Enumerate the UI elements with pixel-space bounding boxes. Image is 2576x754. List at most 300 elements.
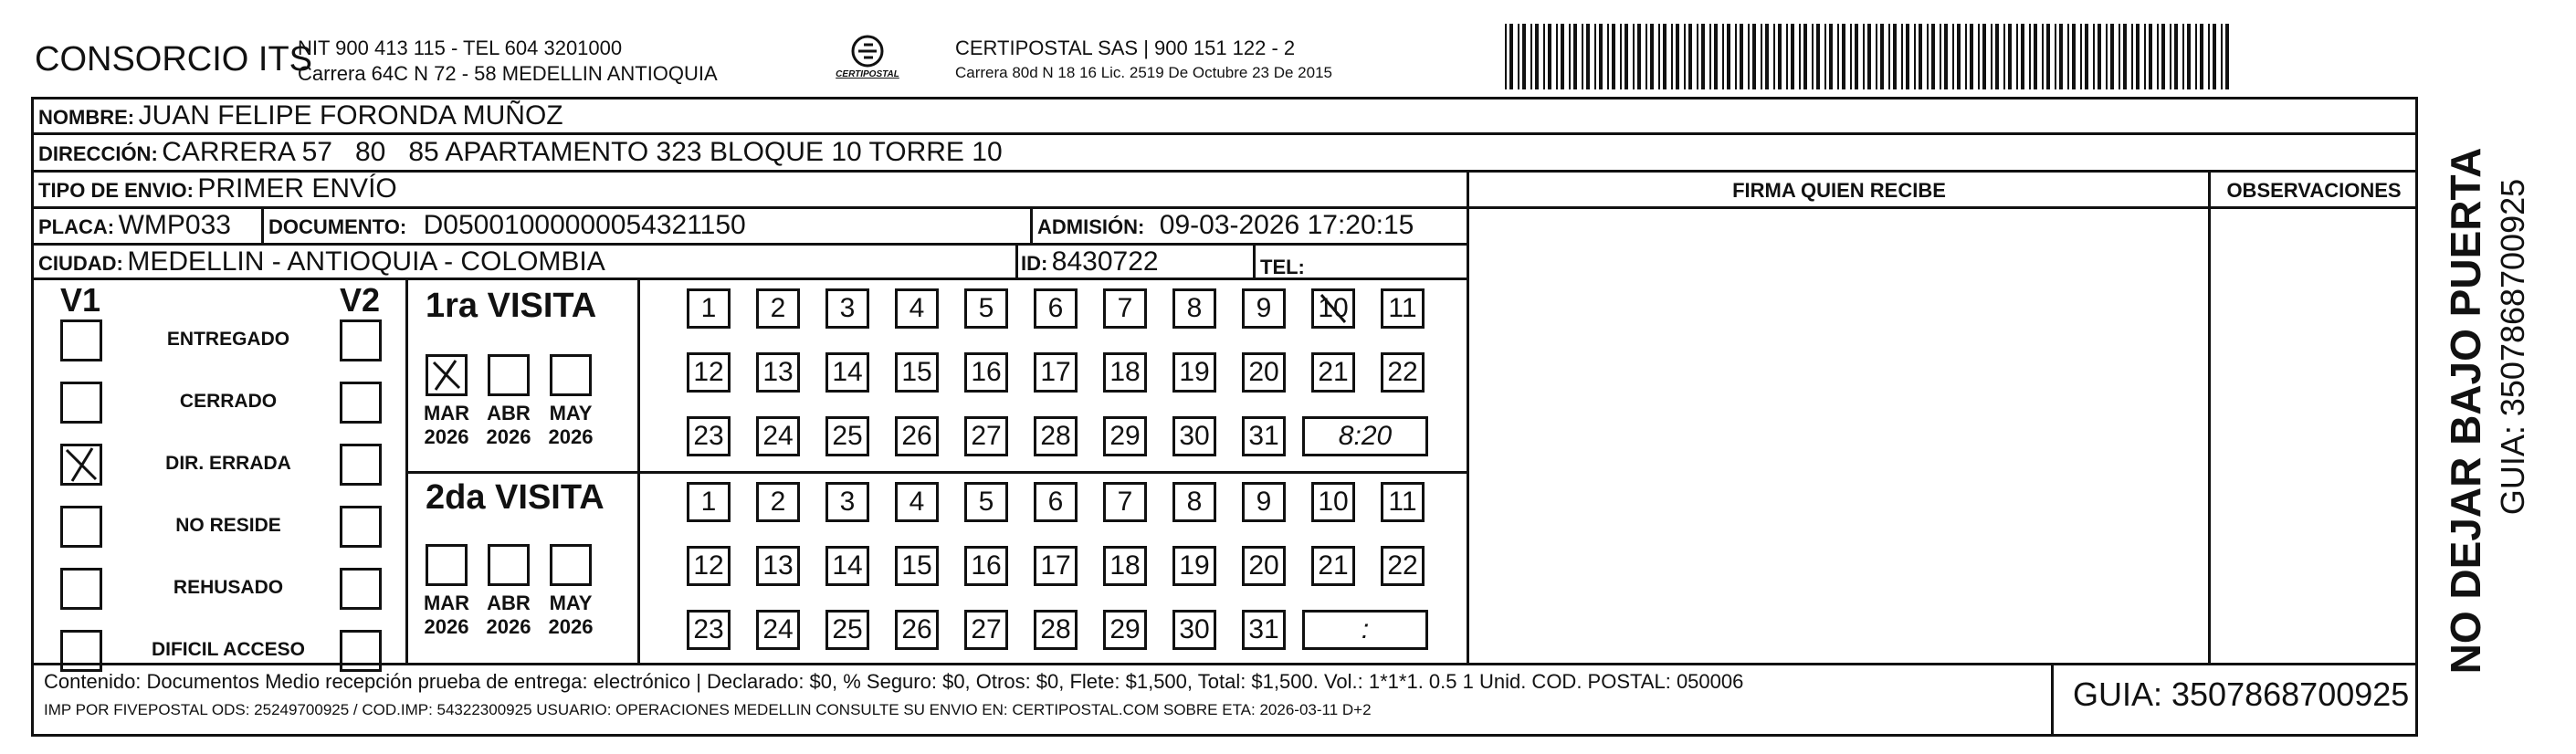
day-cell[interactable] — [1103, 610, 1147, 650]
footer-contents: Contenido: Documentos Medio recepción prueba de entrega: electrónico | Declarado: $0, % Seguro: $0, Otros: $0, Flete: $1,500, Total: $1,500. Vol.: 1*1*1. 0.5 1 Unid. COD. POSTAL: 050006 — [44, 670, 1744, 693]
barcode-bar — [1645, 24, 1647, 89]
time-box[interactable] — [1302, 610, 1428, 650]
day-cell[interactable] — [964, 288, 1008, 329]
day-cell[interactable] — [687, 352, 731, 393]
row-line-2 — [31, 170, 2418, 173]
day-number: 4 — [909, 293, 925, 323]
day-cell[interactable] — [1311, 352, 1355, 393]
day-cell[interactable] — [895, 610, 939, 650]
status-label: DIR. ERRADA — [165, 453, 291, 474]
day-number: 21 — [1318, 357, 1349, 387]
documento-row — [268, 210, 746, 241]
day-mark-icon — [1314, 291, 1352, 326]
barcode-bar — [2072, 24, 2076, 89]
carrier-name: CERTIPOSTAL SAS | 900 151 122 - 2 — [955, 37, 1296, 59]
barcode-bar — [1650, 24, 1654, 89]
barcode-bar — [1701, 24, 1705, 89]
barcode-bar — [2221, 24, 2223, 89]
day-cell[interactable] — [1172, 546, 1216, 586]
day-cell[interactable] — [1034, 288, 1078, 329]
footer-line — [31, 663, 2418, 665]
time-box[interactable] — [1302, 416, 1428, 456]
month-label — [543, 402, 598, 449]
barcode-bar — [1842, 24, 1845, 89]
month-name: MAR — [423, 402, 470, 424]
day-number: 1 — [700, 293, 717, 323]
company-address: Carrera 64C N 72 - 58 MEDELLIN ANTIOQUIA — [298, 62, 718, 85]
barcode-bar — [2055, 24, 2056, 89]
direccion-label: DIRECCIÓN: — [38, 142, 158, 165]
barcode-bar — [2123, 24, 2127, 89]
day-number: 29 — [1109, 421, 1141, 451]
frame-top — [31, 97, 2418, 99]
row-line-3 — [31, 206, 1468, 209]
day-cell[interactable] — [756, 288, 800, 329]
day-number: 26 — [901, 614, 932, 644]
ciudad-row — [38, 246, 605, 278]
status-divider — [405, 278, 408, 663]
day-number: 23 — [693, 614, 724, 644]
day-number: 3 — [839, 487, 856, 517]
day-cell[interactable] — [964, 546, 1008, 586]
day-number: 12 — [693, 550, 724, 581]
company-nit: NIT 900 413 115 - TEL 604 3201000 — [298, 37, 623, 59]
tipo-label: TIPO DE ENVIO: — [38, 179, 194, 202]
v2-checkbox[interactable] — [340, 568, 382, 610]
barcode-bar — [2200, 24, 2203, 89]
tipo-value: PRIMER ENVÍO — [197, 173, 397, 204]
day-cell[interactable] — [964, 482, 1008, 522]
day-number: 6 — [1047, 293, 1064, 323]
day-cell[interactable] — [1103, 416, 1147, 456]
month-label — [419, 592, 474, 639]
id-row — [1021, 246, 1159, 278]
barcode-bar — [2021, 24, 2024, 89]
day-cell[interactable] — [1311, 288, 1355, 329]
day-cell[interactable] — [756, 416, 800, 456]
barcode-bar — [1548, 24, 1551, 89]
status-label: REHUSADO — [173, 577, 284, 598]
day-number: 24 — [762, 614, 794, 644]
barcode-bar — [1535, 24, 1539, 89]
tel-label: TEL: — [1260, 256, 1305, 278]
barcode-bar — [1812, 24, 1814, 89]
day-number: 19 — [1179, 357, 1210, 387]
month-label — [543, 592, 598, 639]
day-number: 5 — [978, 487, 994, 517]
day-number: 20 — [1248, 357, 1279, 387]
month-year: 2026 — [424, 615, 469, 638]
barcode-bar — [2067, 24, 2069, 89]
v1-label: V1 — [60, 281, 101, 319]
day-cell[interactable] — [895, 352, 939, 393]
admision-value: 09-03-2026 17:20:15 — [1159, 210, 1414, 240]
time-value: 8:20 — [1338, 421, 1393, 451]
barcode-bar — [1773, 24, 1775, 89]
day-number: 7 — [1117, 487, 1133, 517]
day-cell[interactable] — [1034, 546, 1078, 586]
v1-checkbox[interactable] — [60, 630, 102, 672]
barcode-bar — [1761, 24, 1762, 89]
barcode-bar — [1837, 24, 1839, 89]
barcode-bar — [1663, 24, 1667, 89]
documento-value: D05001000000054321150 — [423, 210, 746, 240]
day-cell[interactable] — [1242, 288, 1286, 329]
day-number: 28 — [1040, 614, 1071, 644]
barcode-bar — [1880, 24, 1884, 89]
month-checkbox[interactable] — [550, 544, 592, 586]
month-checkbox[interactable] — [426, 544, 468, 586]
company-name: CONSORCIO ITS — [35, 40, 313, 79]
month-year: 2026 — [424, 425, 469, 448]
day-cell[interactable] — [1242, 610, 1286, 650]
day-cell[interactable] — [1034, 482, 1078, 522]
side-warning: NO DEJAR BAJO PUERTA — [2442, 147, 2489, 675]
carrier-logo-text: CERTIPOSTAL — [836, 69, 899, 79]
barcode-image — [1505, 24, 2235, 89]
day-cell[interactable] — [687, 288, 731, 329]
day-number: 22 — [1387, 357, 1418, 387]
admision-divider — [1030, 206, 1033, 243]
status-label: ENTREGADO — [166, 329, 290, 350]
barcode-bar — [1518, 24, 1519, 89]
barcode-bar — [1573, 24, 1577, 89]
barcode-bar — [2174, 24, 2178, 89]
day-number: 25 — [832, 421, 863, 451]
day-cell[interactable] — [1034, 610, 1078, 650]
v1-checkbox[interactable] — [60, 319, 102, 361]
barcode-bar — [1940, 24, 1941, 89]
day-number: 1 — [700, 487, 717, 517]
barcode-bar — [2213, 24, 2216, 89]
barcode-bar — [2119, 24, 2120, 89]
day-cell[interactable] — [825, 546, 869, 586]
month-checkbox[interactable] — [550, 354, 592, 396]
day-cell[interactable] — [1172, 482, 1216, 522]
barcode-bar — [1505, 24, 1507, 89]
barcode-bar — [1735, 24, 1737, 89]
barcode-bar — [1727, 24, 1730, 89]
barcode-bar — [2225, 24, 2229, 89]
barcode-bar — [1991, 24, 1992, 89]
day-cell[interactable] — [1381, 352, 1425, 393]
v2-checkbox[interactable] — [340, 319, 382, 361]
day-number: 14 — [832, 357, 863, 387]
first-visit-title: 1ra VISITA — [426, 287, 597, 325]
day-number: 17 — [1040, 550, 1071, 581]
day-number: 13 — [762, 550, 794, 581]
direccion-value: CARRERA 57 80 85 APARTAMENTO 323 BLOQUE 10 TORRE 10 — [162, 137, 1003, 167]
month-checkbox[interactable] — [426, 354, 468, 396]
barcode-bar — [2195, 24, 2197, 89]
tipo-row — [38, 173, 397, 204]
ciudad-label: CIUDAD: — [38, 252, 123, 275]
barcode-bar — [2085, 24, 2088, 89]
barcode-bar — [1637, 24, 1641, 89]
barcode-bar — [1893, 24, 1897, 89]
barcode-bar — [1799, 24, 1801, 89]
barcode-bar — [1850, 24, 1852, 89]
barcode-bar — [1509, 24, 1513, 89]
firma-header-line — [1468, 206, 2201, 209]
day-cell[interactable] — [1172, 288, 1216, 329]
day-cell[interactable] — [1103, 288, 1147, 329]
barcode-bar — [2157, 24, 2159, 89]
day-number: 14 — [832, 550, 863, 581]
day-cell[interactable] — [1311, 546, 1355, 586]
day-number: 18 — [1109, 357, 1141, 387]
month-year: 2026 — [548, 615, 594, 638]
direccion-row — [38, 137, 1003, 168]
v1-checkbox[interactable] — [60, 506, 102, 548]
barcode-bar — [2106, 24, 2108, 89]
footer-guia-divider — [2051, 663, 2054, 736]
placa-divider — [261, 206, 264, 243]
day-cell[interactable] — [1381, 482, 1425, 522]
day-cell[interactable] — [1103, 352, 1147, 393]
day-cell[interactable] — [756, 482, 800, 522]
day-cell[interactable] — [825, 610, 869, 650]
v2-checkbox[interactable] — [340, 444, 382, 486]
barcode-bar — [1671, 24, 1673, 89]
barcode-bar — [1624, 24, 1628, 89]
month-name: MAY — [549, 592, 593, 614]
placa-label: PLACA: — [38, 215, 115, 238]
check-mark-icon — [428, 357, 465, 393]
day-cell[interactable] — [1242, 482, 1286, 522]
barcode — [1505, 24, 2235, 89]
day-number: 18 — [1109, 550, 1141, 581]
day-cell[interactable] — [825, 482, 869, 522]
barcode-bar — [1867, 24, 1871, 89]
day-cell[interactable] — [895, 416, 939, 456]
observaciones-header: OBSERVACIONES — [2226, 179, 2402, 202]
barcode-bar — [2149, 24, 2152, 89]
visit-title-divider — [637, 278, 640, 663]
day-number: 16 — [971, 550, 1002, 581]
day-number: 7 — [1117, 293, 1133, 323]
day-cell[interactable] — [1034, 352, 1078, 393]
month-checkbox[interactable] — [488, 354, 530, 396]
barcode-bar — [1863, 24, 1865, 89]
footer-print-info: IMP POR FIVEPOSTAL ODS: 25249700925 / COD.IMP: 54322300925 USUARIO: OPERACIONES MEDELLIN CONSULTE SU ENVIO EN: CERTIPOSTAL.COM SOBRE ETA: 2026-03-11 D+2 — [44, 701, 1372, 718]
placa-value: WMP033 — [118, 210, 231, 240]
day-cell[interactable] — [964, 610, 1008, 650]
day-cell[interactable] — [1172, 416, 1216, 456]
day-cell[interactable] — [687, 546, 731, 586]
barcode-bar — [1543, 24, 1545, 89]
visit-split-line — [405, 471, 1468, 474]
barcode-bar — [1658, 24, 1660, 89]
day-cell[interactable] — [1242, 416, 1286, 456]
barcode-bar — [1530, 24, 1532, 89]
day-number: 31 — [1248, 614, 1279, 644]
id-divider — [1015, 243, 1018, 278]
v2-checkbox[interactable] — [340, 506, 382, 548]
day-number: 24 — [762, 421, 794, 451]
day-number: 9 — [1256, 487, 1272, 517]
barcode-bar — [2161, 24, 2165, 89]
barcode-bar — [1824, 24, 1826, 89]
barcode-bar — [1855, 24, 1858, 89]
day-cell[interactable] — [1381, 546, 1425, 586]
day-number: 10 — [1318, 293, 1349, 323]
day-cell[interactable] — [825, 352, 869, 393]
barcode-bar — [2144, 24, 2146, 89]
barcode-bar — [1995, 24, 1999, 89]
barcode-bar — [1569, 24, 1571, 89]
day-cell[interactable] — [825, 288, 869, 329]
barcode-bar — [2003, 24, 2005, 89]
day-number: 22 — [1387, 550, 1418, 581]
day-number: 9 — [1256, 293, 1272, 323]
day-cell[interactable] — [687, 482, 731, 522]
day-number: 27 — [971, 614, 1002, 644]
barcode-bar — [2182, 24, 2184, 89]
day-cell[interactable] — [964, 352, 1008, 393]
barcode-bar — [1982, 24, 1986, 89]
barcode-bar — [1765, 24, 1769, 89]
day-number: 13 — [762, 357, 794, 387]
barcode-bar — [1633, 24, 1635, 89]
barcode-bar — [1978, 24, 1980, 89]
month-year: 2026 — [486, 615, 531, 638]
month-name: ABR — [487, 402, 531, 424]
day-number: 30 — [1179, 614, 1210, 644]
day-number: 20 — [1248, 550, 1279, 581]
month-year: 2026 — [486, 425, 531, 448]
barcode-bar — [1829, 24, 1833, 89]
barcode-bar — [1599, 24, 1603, 89]
nombre-value: JUAN FELIPE FORONDA MUÑOZ — [138, 100, 563, 131]
barcode-bar — [1906, 24, 1909, 89]
day-cell[interactable] — [1103, 482, 1147, 522]
day-cell[interactable] — [1034, 416, 1078, 456]
day-cell[interactable] — [756, 546, 800, 586]
nombre-label: NOMBRE: — [38, 106, 135, 129]
day-cell[interactable] — [895, 546, 939, 586]
id-value: 8430722 — [1051, 246, 1159, 277]
v2-label: V2 — [340, 281, 381, 319]
row-line-5 — [31, 278, 1468, 280]
day-cell[interactable] — [1381, 288, 1425, 329]
tel-row — [1260, 250, 1305, 281]
day-number: 27 — [971, 421, 1002, 451]
obs-header-line — [2201, 206, 2418, 209]
barcode-bar — [1803, 24, 1807, 89]
tel-divider — [1253, 243, 1256, 278]
v2-checkbox[interactable] — [340, 630, 382, 672]
barcode-bar — [1752, 24, 1756, 89]
day-number: 17 — [1040, 357, 1071, 387]
day-cell[interactable] — [756, 610, 800, 650]
v2-checkbox[interactable] — [340, 382, 382, 424]
day-cell[interactable] — [687, 416, 731, 456]
barcode-bar — [1791, 24, 1794, 89]
status-label: DIFICIL ACCESO — [151, 639, 305, 660]
day-cell[interactable] — [1172, 352, 1216, 393]
day-cell[interactable] — [756, 352, 800, 393]
barcode-bar — [1888, 24, 1890, 89]
day-cell[interactable] — [1242, 546, 1286, 586]
barcode-bar — [1607, 24, 1609, 89]
day-number: 8 — [1186, 487, 1203, 517]
barcode-bar — [1676, 24, 1679, 89]
firma-header: FIRMA QUIEN RECIBE — [1732, 179, 1946, 202]
day-number: 25 — [832, 614, 863, 644]
barcode-bar — [1722, 24, 1724, 89]
day-number: 21 — [1318, 550, 1349, 581]
day-cell[interactable] — [1242, 352, 1286, 393]
barcode-bar — [1944, 24, 1948, 89]
day-cell[interactable] — [687, 610, 731, 650]
day-cell[interactable] — [895, 482, 939, 522]
documento-label: DOCUMENTO: — [268, 215, 407, 238]
day-number: 10 — [1318, 487, 1349, 517]
barcode-bar — [1931, 24, 1935, 89]
month-checkbox[interactable] — [488, 544, 530, 586]
month-label — [419, 402, 474, 449]
barcode-bar — [1876, 24, 1877, 89]
month-year: 2026 — [548, 425, 594, 448]
placa-row — [38, 210, 231, 241]
barcode-bar — [1556, 24, 1558, 89]
barcode-bar — [1714, 24, 1718, 89]
frame-bottom — [31, 734, 2418, 737]
barcode-bar — [1688, 24, 1692, 89]
day-number: 28 — [1040, 421, 1071, 451]
day-number: 15 — [901, 550, 932, 581]
day-number: 2 — [770, 487, 786, 517]
day-number: 11 — [1388, 293, 1417, 323]
barcode-bar — [2008, 24, 2012, 89]
barcode-bar — [1970, 24, 1973, 89]
id-label: ID: — [1021, 252, 1048, 275]
day-number: 15 — [901, 357, 932, 387]
barcode-bar — [2029, 24, 2031, 89]
ciudad-value: MEDELLIN - ANTIOQUIA - COLOMBIA — [127, 246, 605, 277]
month-label — [481, 592, 536, 639]
carrier-logo — [831, 33, 904, 86]
day-number: 23 — [693, 421, 724, 451]
day-cell[interactable] — [895, 288, 939, 329]
v1-checkbox[interactable] — [60, 382, 102, 424]
v1-checkbox[interactable] — [60, 444, 102, 486]
barcode-bar — [1778, 24, 1782, 89]
day-cell[interactable] — [1311, 482, 1355, 522]
barcode-bar — [1586, 24, 1590, 89]
v1-checkbox[interactable] — [60, 568, 102, 610]
nombre-row — [38, 100, 563, 131]
day-cell[interactable] — [964, 416, 1008, 456]
admision-label: ADMISIÓN: — [1037, 215, 1145, 238]
barcode-bar — [1927, 24, 1929, 89]
barcode-bar — [1965, 24, 1967, 89]
barcode-bar — [2059, 24, 2063, 89]
day-cell[interactable] — [1172, 610, 1216, 650]
day-number: 29 — [1109, 614, 1141, 644]
day-number: 26 — [901, 421, 932, 451]
day-number: 5 — [978, 293, 994, 323]
day-number: 19 — [1179, 550, 1210, 581]
barcode-bar — [1620, 24, 1622, 89]
barcode-bar — [1582, 24, 1583, 89]
day-cell[interactable] — [1103, 546, 1147, 586]
month-name: ABR — [487, 592, 531, 614]
barcode-bar — [2136, 24, 2140, 89]
barcode-bar — [1786, 24, 1788, 89]
day-cell[interactable] — [825, 416, 869, 456]
